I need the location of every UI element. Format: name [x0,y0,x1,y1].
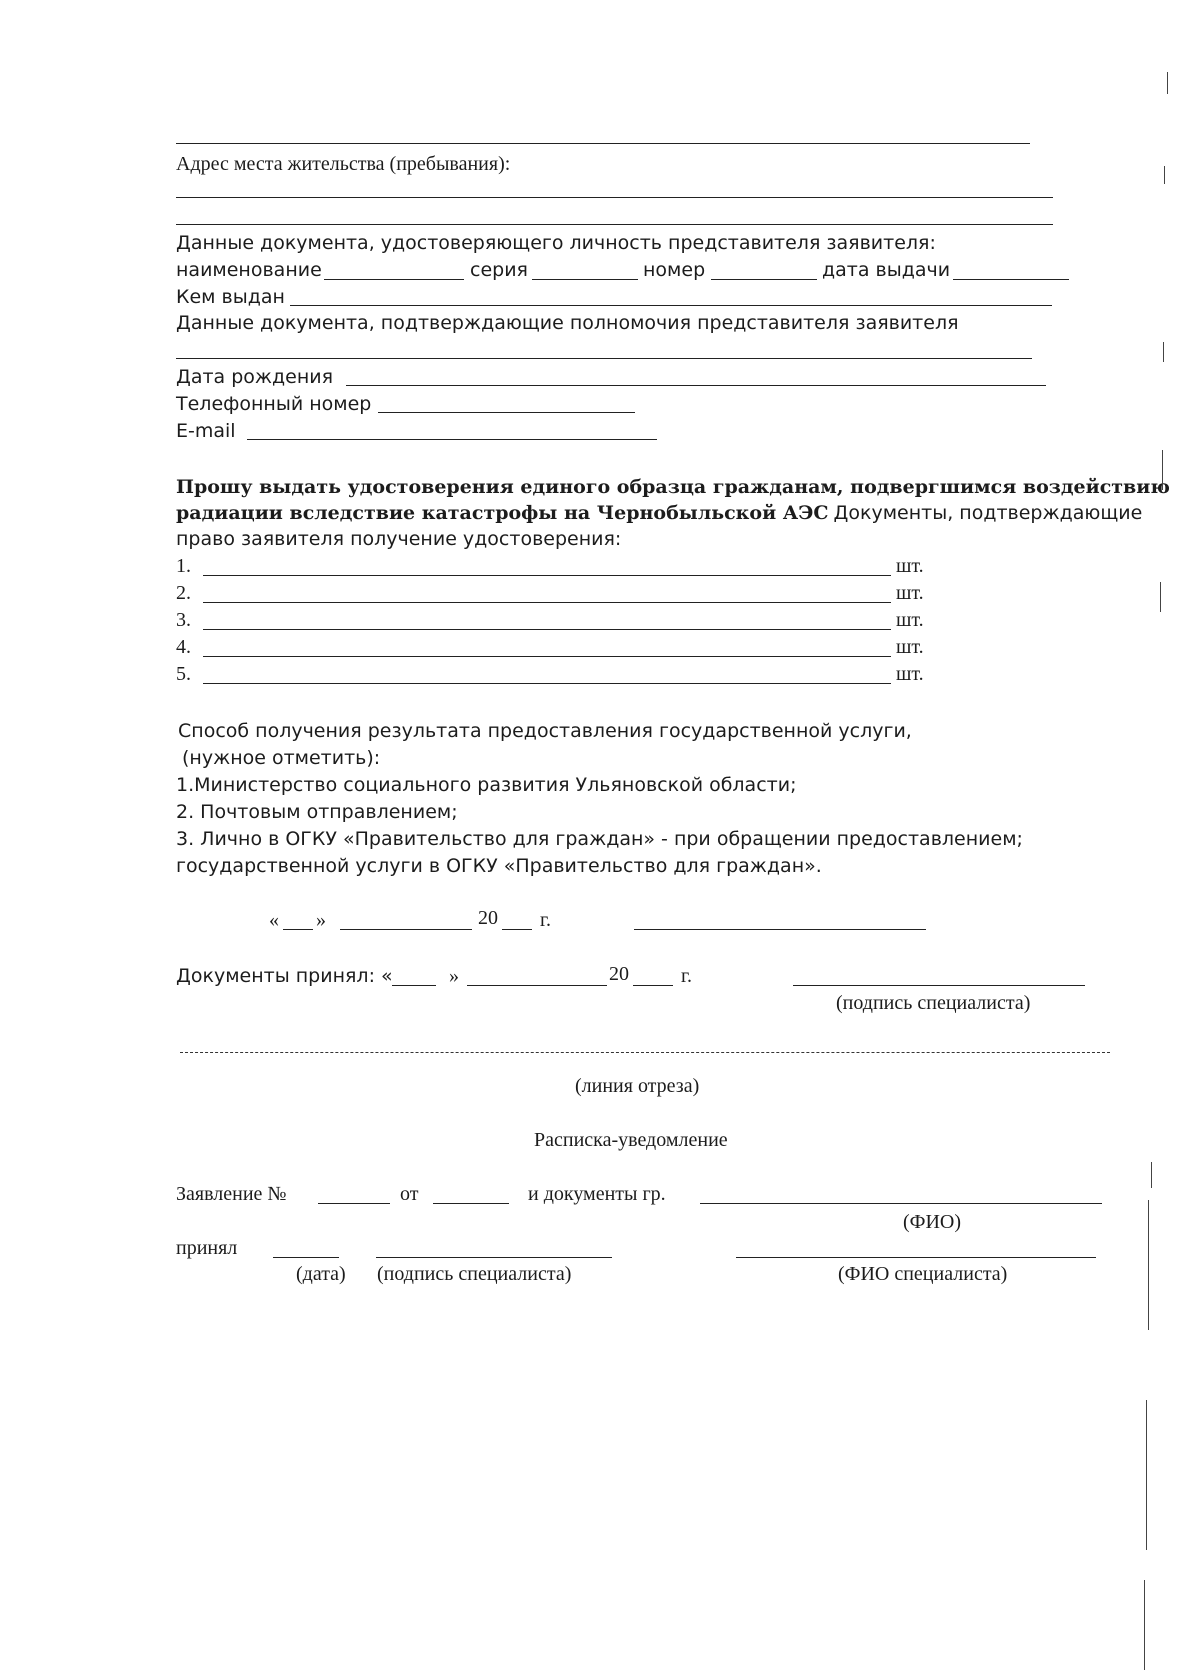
date-month-field[interactable] [340,929,472,930]
statement-docs-label: и документы гр. [528,1183,666,1205]
accepted-year-prefix: 20 [609,963,629,985]
doc-item-num: 5. [176,663,191,685]
doc-item-num: 4. [176,636,191,658]
receipt-specialist-fio-field[interactable] [736,1257,1096,1258]
fio-caption: (ФИО) [903,1211,962,1233]
birth-date-label: Дата рождения [176,366,334,388]
address-label: Адрес места жительства (пребывания): [176,153,511,175]
doc-item-line[interactable] [203,629,891,630]
doc-item-num: 2. [176,582,191,604]
accepted-close-quote: » [449,965,459,987]
blank-line[interactable] [176,143,1030,144]
delivery-option-3-cont: государственной услуги в ОГКУ «Правительство для граждан». [176,855,822,877]
issue-date-field[interactable] [953,279,1069,280]
delivery-option-1[interactable]: 1.Министерство социального развития Ульяновской области; [176,774,797,796]
request-line-3: право заявителя получение удостоверения: [176,528,622,550]
series-field[interactable] [532,279,638,280]
accepted-label: Документы принял: « [176,965,393,987]
statement-date-field[interactable] [433,1203,509,1204]
issue-date-label: дата выдачи [822,259,951,281]
delivery-note: (нужное отметить): [182,747,381,769]
doc-item-line[interactable] [203,575,891,576]
request-line-1: Прошу выдать удостоверения единого образца гражданам, подвергшимся воздействию [176,476,1170,498]
request-normal-part: Документы, подтверждающие [833,502,1143,524]
scan-edge-mark [1163,342,1164,362]
receipt-date-field[interactable] [273,1257,339,1258]
citizen-fio-field[interactable] [700,1203,1102,1204]
doc-item-line[interactable] [203,602,891,603]
receipt-signature-field[interactable] [376,1257,612,1258]
number-label: номер [643,259,706,281]
name-field[interactable] [324,279,464,280]
email-label: E-mail [176,420,236,442]
accepted-by-label: принял [176,1237,238,1259]
doc-item-num: 1. [176,555,191,577]
name-label: наименование [176,259,322,281]
receipt-specialist-fio-caption: (ФИО специалиста) [838,1263,1008,1285]
date-open-quote: « [269,909,279,931]
authority-doc-label: Данные документа, подтверждающие полномочия представителя заявителя [176,312,959,334]
date-year-suffix: г. [540,909,551,931]
doc-item-unit: шт. [896,663,924,685]
doc-item-unit: шт. [896,555,924,577]
request-bold-part: радиации вследствие катастрофы на Чернобыльской АЭС [176,502,829,524]
number-field[interactable] [711,279,817,280]
accepted-year-suffix: г. [681,965,692,987]
date-year-prefix: 20 [478,907,498,929]
scan-edge-mark [1164,166,1165,184]
receipt-title: Расписка-уведомление [534,1129,728,1151]
date-day-field[interactable] [283,929,313,930]
delivery-heading: Способ получения результата предоставления государственной услуги, [178,720,912,742]
statement-number-field[interactable] [318,1203,390,1204]
birth-date-field[interactable] [346,385,1046,386]
cut-line [180,1052,1110,1053]
doc-item-unit: шт. [896,609,924,631]
scan-edge-mark [1162,450,1163,490]
scan-edge-mark [1160,582,1161,612]
email-field[interactable] [247,439,657,440]
doc-item-unit: шт. [896,582,924,604]
phone-field[interactable] [378,412,635,413]
series-label: серия [470,259,528,281]
doc-item-line[interactable] [203,656,891,657]
specialist-signature-field[interactable] [793,985,1085,986]
statement-from-label: от [400,1183,419,1205]
statement-label: Заявление № [176,1183,287,1205]
doc-item-num: 3. [176,609,191,631]
address-line-2[interactable] [176,224,1053,225]
issued-by-field[interactable] [290,305,1052,306]
scan-edge-mark [1148,1200,1149,1330]
scan-edge-mark [1144,1580,1145,1670]
cut-line-caption: (линия отреза) [575,1075,700,1097]
issued-by-label: Кем выдан [176,286,285,308]
accepted-day-field[interactable] [392,985,436,986]
receipt-date-caption: (дата) [296,1263,346,1285]
accepted-month-field[interactable] [467,985,607,986]
scan-edge-mark [1167,72,1168,94]
doc-item-unit: шт. [896,636,924,658]
receipt-signature-caption: (подпись специалиста) [377,1263,572,1285]
date-close-quote: » [316,909,326,931]
phone-label: Телефонный номер [176,393,372,415]
rep-doc-heading: Данные документа, удостоверяющего личность представителя заявителя: [176,232,936,254]
address-line-1[interactable] [176,197,1053,198]
delivery-option-3[interactable]: 3. Лично в ОГКУ «Правительство для граждан» - при обращении предоставлением; [176,828,1023,850]
scan-edge-mark [1151,1162,1152,1188]
accepted-year-field[interactable] [633,985,673,986]
applicant-signature-field[interactable] [634,929,926,930]
authority-doc-field[interactable] [176,358,1032,359]
delivery-option-2[interactable]: 2. Почтовым отправлением; [176,801,458,823]
doc-item-line[interactable] [203,683,891,684]
date-year-field[interactable] [502,929,532,930]
accepted-signature-caption: (подпись специалиста) [836,992,1031,1014]
scan-edge-mark [1146,1400,1147,1550]
request-line-2 [176,501,1142,525]
